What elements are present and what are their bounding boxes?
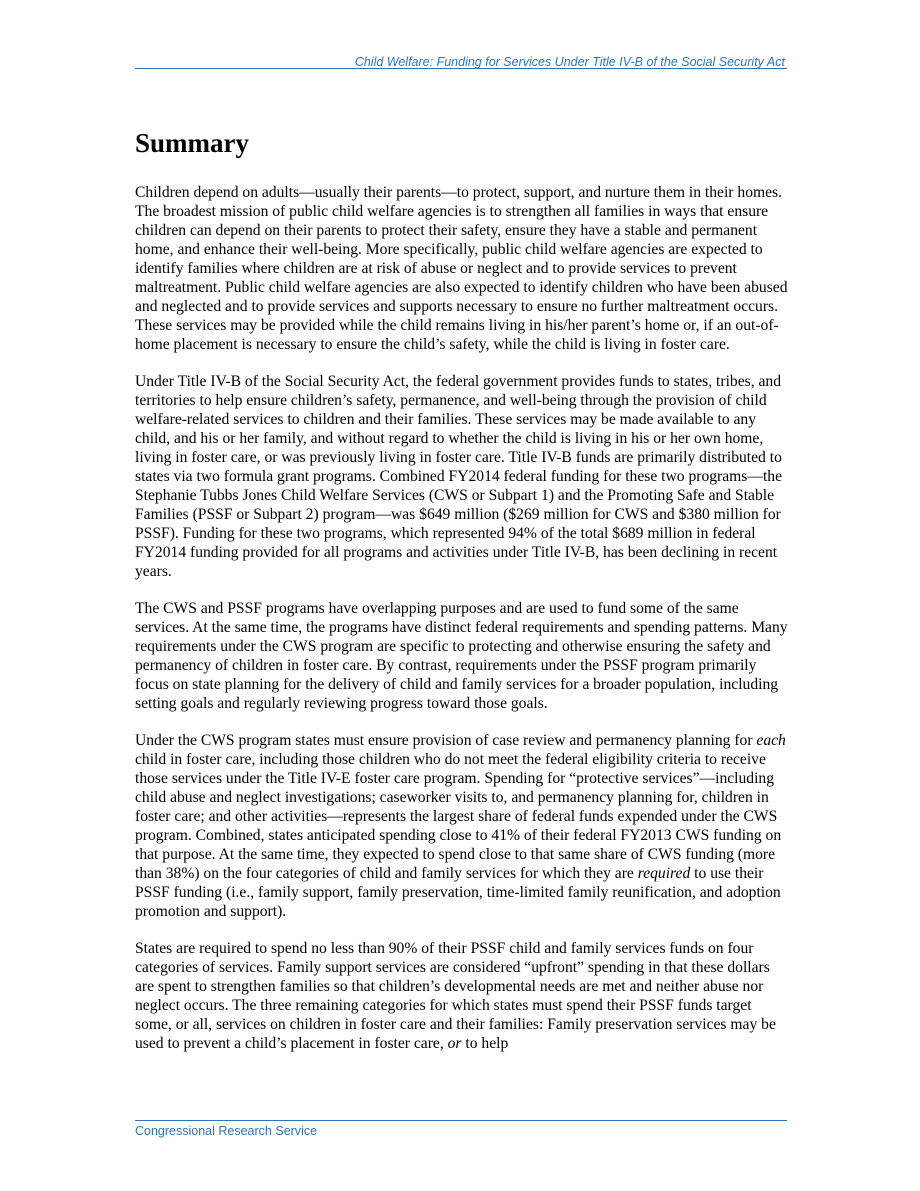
paragraph-4	[135, 731, 791, 921]
document-body	[135, 120, 791, 1053]
paragraph-3: The CWS and PSSF programs have overlapping purposes and are used to fund some of the same services. At the same time, the programs have distinct federal requirements and spending patterns. Many requirements under the CWS program are specific to protecting and otherwise ensuring the safety and permanency of children in foster care. By contrast, requirements under the PSSF program primarily focus on state planning for the delivery of child and family services for a broader population, including setting goals and regularly reviewing progress toward those goals.	[135, 600, 788, 712]
paragraph-4-text-a: Under the CWS program states must ensure provision of case review and permanency planning for	[135, 732, 757, 749]
header-rule	[135, 68, 787, 69]
footer-rule	[135, 1120, 787, 1121]
paragraph-1: Children depend on adults—usually their parents—to protect, support, and nurture them in their homes. The broadest mission of public child welfare agencies is to strengthen all families in ways that ensure children can depend on their parents to protect their safety, ensure they have a stable and permanent home, and enhance their well-being. More specifically, public child welfare agencies are expected to identify families where children are at risk of abuse or neglect and to provide services to prevent maltreatment. Public child welfare agencies are also expected to identify children who have been abused and neglected and to provide services and supports necessary to ensure no further maltreatment occurs. These services may be provided while the child remains living in his/her parent’s home or, if an out-of-home placement is necessary to ensure the child’s safety, while the child is living in foster care.	[135, 184, 788, 353]
running-header: Child Welfare: Funding for Services Under Title IV-B of the Social Security Act	[354, 55, 785, 69]
paragraph-5-text-b: to help	[461, 1035, 509, 1052]
emphasis-required: required	[637, 865, 691, 882]
paragraph-2: Under Title IV-B of the Social Security Act, the federal government provides funds to states, tribes, and territories to help ensure children’s safety, permanence, and well-being through the provision of child welfare-related services to children and their families. These services may be made available to any child, and his or her family, and without regard to whether the child is living in his or her own home, living in foster care, or was previously living in foster care. Title IV-B funds are primarily distributed to states via two formula grant programs. Combined FY2014 federal funding for these two programs—the Stephanie Tubbs Jones Child Welfare Services (CWS or Subpart 1) and the Promoting Safe and Stable Families (PSSF or Subpart 2) program—was $649 million ($269 million for CWS and $380 million for PSSF). Funding for these two programs, which represented 94% of the total $689 million in federal FY2014 funding provided for all programs and activities under Title IV-B, has been declining in recent years.	[135, 373, 782, 580]
paragraph-4-text-c: to use their PSSF funding (i.e., family support, family preservation, time-limited family reunification, and adoption promotion and support).	[135, 865, 781, 920]
paragraph-4-text-b: child in foster care, including those children who do not meet the federal eligibility criteria to receive those services under the Title IV-E foster care program. Spending for “protective services”—including child abuse and neglect investigations; caseworker visits to, and permanency planning for, children in foster care; and other activities—represents the largest share of federal funds expended under the CWS program. Combined, states anticipated spending close to 41% of their federal FY2013 CWS funding on that purpose. At the same time, they expected to spend close to that same share of CWS funding (more than 38%) on the four categories of child and family services for which they are	[135, 751, 782, 882]
paragraph-5-text-a: States are required to spend no less than 90% of their PSSF child and family services funds on four categories of services. Family support services are considered “upfront” spending in that these dollars are spent to strengthen families so that children’s developmental needs are met and neither abuse nor neglect occurs. The three remaining categories for which states must spend their PSSF funds target some, or all, services on children in foster care and their families: Family preservation services may be used to prevent a child’s placement in foster care,	[135, 940, 776, 1052]
footer-org: Congressional Research Service	[135, 1124, 318, 1138]
emphasis-each: each	[756, 732, 786, 749]
section-heading: Summary	[135, 128, 249, 158]
paragraph-5	[135, 939, 791, 1053]
emphasis-or: or	[447, 1035, 462, 1052]
